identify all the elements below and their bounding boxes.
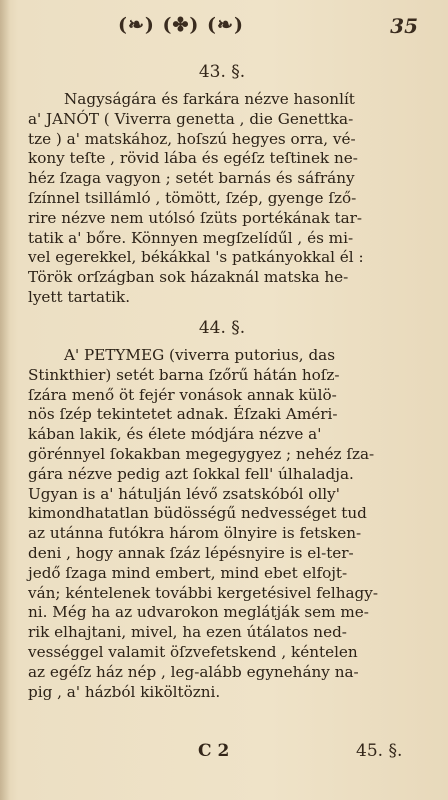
section-43 [28, 62, 416, 308]
text-line: kony teſte , rövid lába és egéſz teſtinek ne- [28, 149, 358, 168]
text-line: ván; kéntelenek további kergetésivel felhagy- [28, 583, 378, 602]
text-line: Ugyan is a' hátulján lévő zsatskóból olly' [28, 484, 340, 503]
page-footer [0, 741, 448, 767]
text-line: görénnyel ſokakban megegygyez ; nehéz ſza- [28, 444, 375, 463]
text-line: vel egerekkel, békákkal 's patkányokkal él : [28, 248, 364, 267]
section-body [28, 90, 416, 308]
text-line: jedő ſzaga mind embert, mind ebet elfojt- [28, 563, 348, 582]
text-line: tatik a' bőre. Könnyen megſzelídűl , és mi- [28, 228, 354, 247]
text-line: rik elhajtani, mivel, ha ezen útálatos ned- [28, 623, 347, 642]
text-line: a' JANÓT ( Viverra genetta , die Genettka- [28, 109, 354, 128]
section-heading: 43. §. [198, 62, 246, 82]
text-line: Nagyságára és farkára nézve hasonlít [64, 90, 355, 108]
text-line: deni , hogy annak ſzáz lépésnyire is el-ter- [28, 543, 354, 562]
text-line: rire nézve nem utólsó ſzüts portékának tar- [28, 208, 363, 227]
text-line: kimondhatatlan büdösségű nedvességet tud [28, 504, 367, 523]
section-heading: 44. §. [198, 318, 246, 338]
text-line: gára nézve pedig azt ſokkal fell' úlhaladja. [28, 464, 354, 483]
section-body [28, 346, 416, 702]
text-line: az egéſz ház nép , leg-alább egynehány na- [28, 662, 359, 681]
text-line: ſzára menő öt fejér vonások annak külö- [28, 385, 337, 404]
text-line: az utánna futókra három ölnyire is fetsken- [28, 524, 362, 543]
text-line: lyett tartatik. [28, 287, 131, 306]
page-number: 35 [390, 14, 418, 38]
text-line: pig , a' házból kiköltözni. [28, 682, 221, 701]
text-line: tze ) a' matskához, hoſszú hegyes orra, vé- [28, 129, 356, 148]
section-44 [28, 318, 416, 702]
catchword: 45. §. [356, 741, 403, 761]
text-line: nös ſzép tekintetet adnak. Éſzaki Améri- [28, 405, 338, 424]
text-line: héz ſzaga vagyon ; setét barnás és sáfrány [28, 169, 355, 188]
text-line: Török orſzágban sok házaknál matska he- [28, 268, 349, 287]
header-ornament: (❧) (✤) (❧) [118, 14, 244, 36]
text-line: ſzínnel tsillámló , tömött, ſzép, gyenge ſző- [28, 188, 357, 207]
text-line: A' PETYMEG (viverra putorius, das [64, 346, 336, 364]
text-line: kában lakik, és élete módjára nézve a' [28, 425, 322, 444]
printer-signature: C 2 [198, 741, 230, 761]
text-line: Stinkthier) setét barna ſzőrű hátán hoſz- [28, 365, 340, 384]
text-line: vességgel valamit öſzvefetskend , kéntelen [28, 642, 358, 661]
text-line: ni. Még ha az udvarokon meglátják sem me- [28, 603, 369, 622]
page-header [118, 14, 418, 42]
